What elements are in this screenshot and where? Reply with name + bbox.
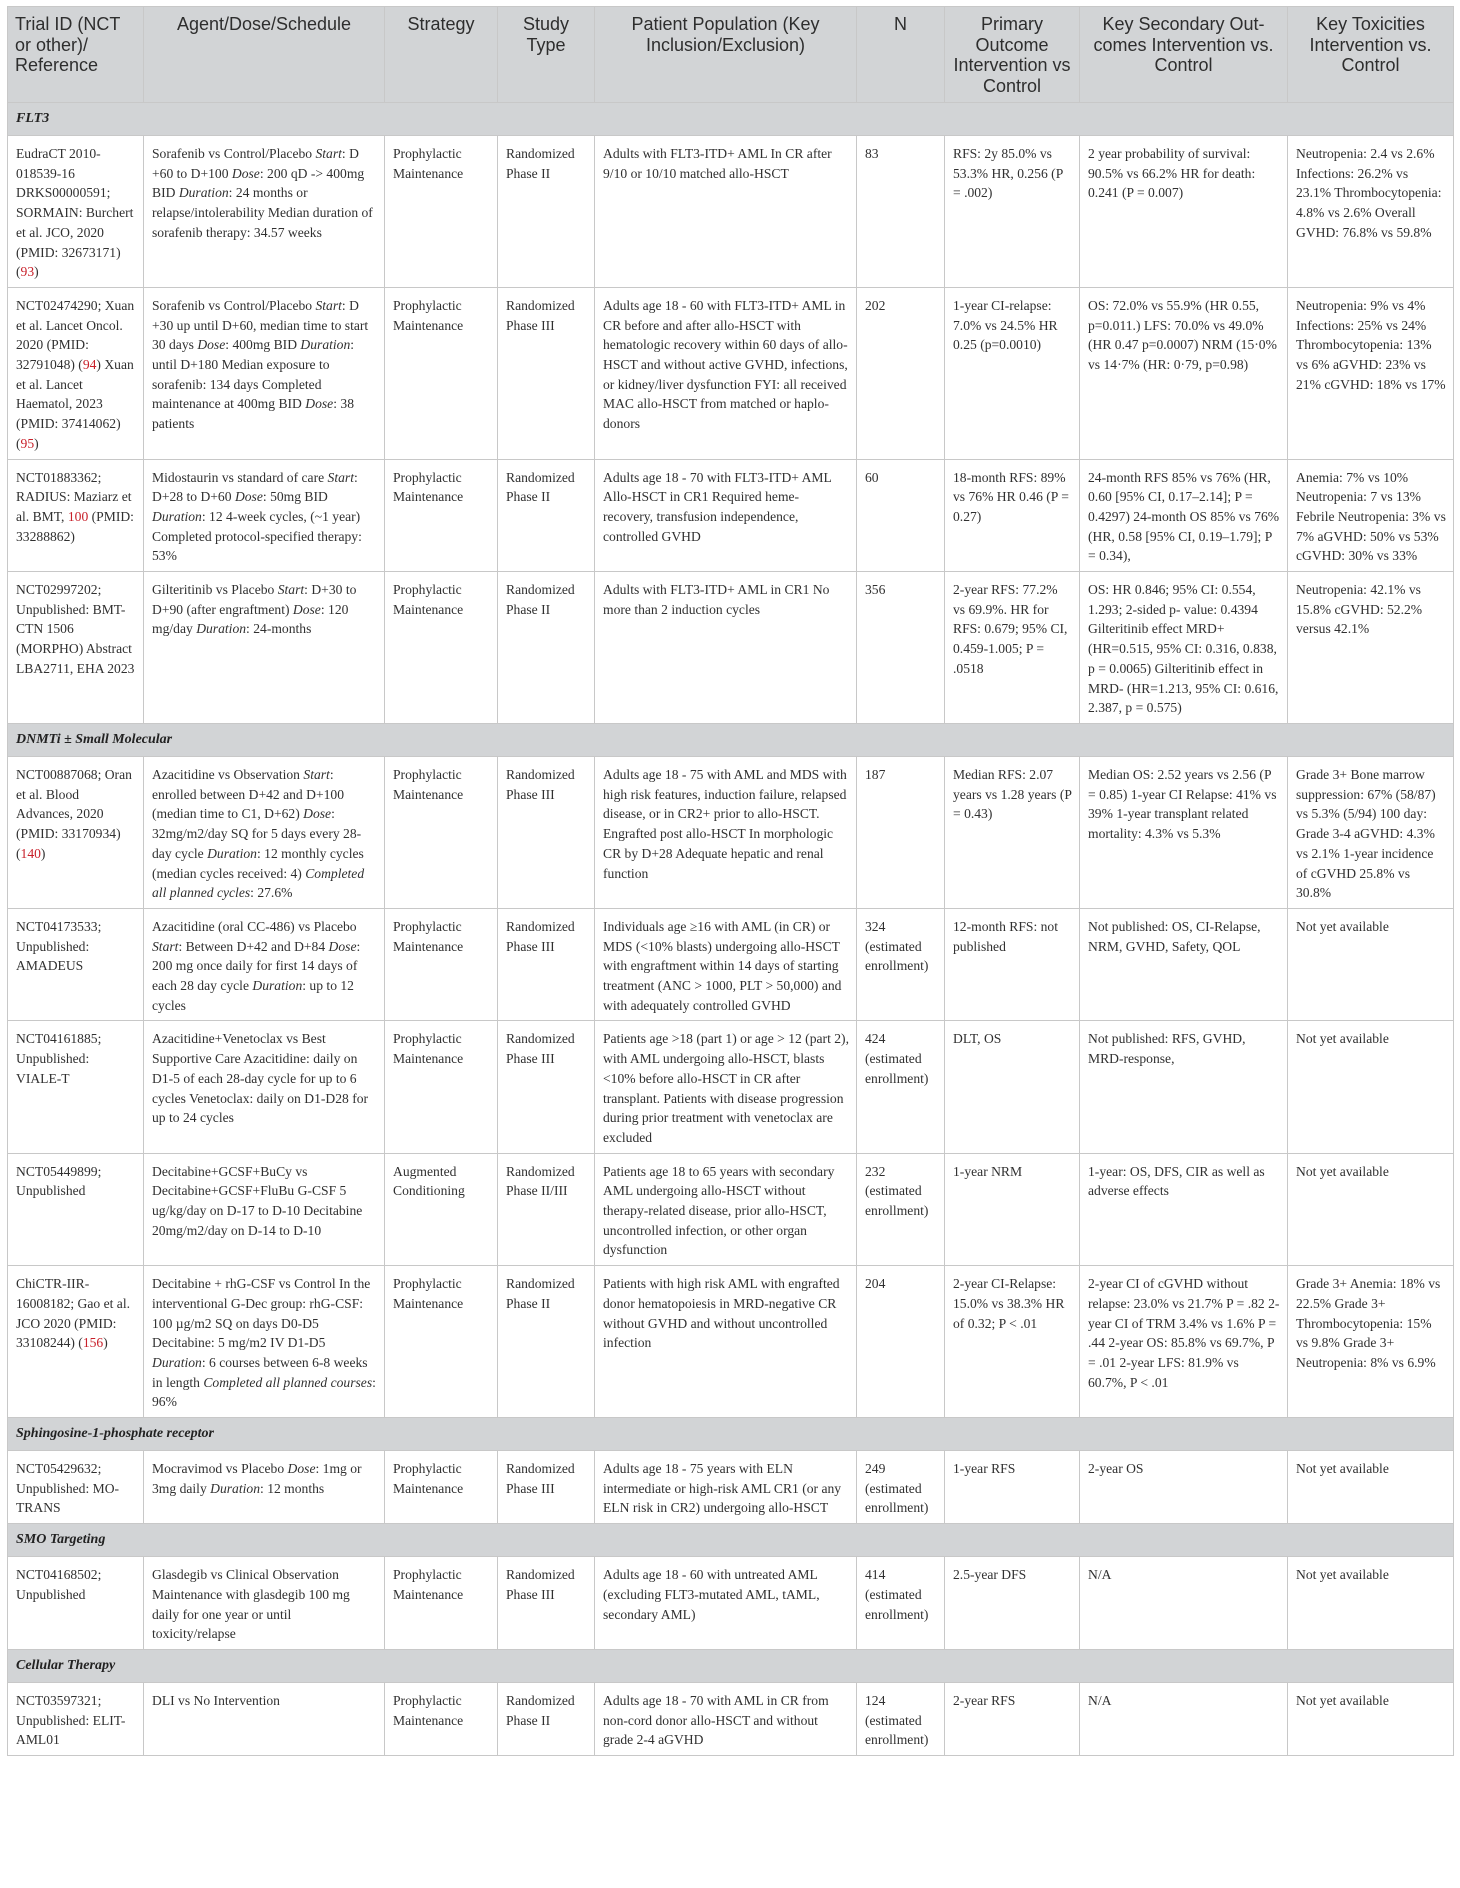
italic-label: Start bbox=[277, 582, 305, 598]
italic-label: Duration bbox=[178, 185, 229, 201]
n-cell: 204 bbox=[857, 1266, 945, 1418]
strategy-cell: Prophylactic Maintenance bbox=[385, 1021, 498, 1153]
secondary-outcomes-cell: 2-year OS bbox=[1080, 1451, 1288, 1524]
primary-outcome-cell: 2.5-year DFS bbox=[945, 1557, 1080, 1650]
header-trial-id: Trial ID (NCT or other)/ Reference bbox=[8, 7, 144, 103]
text-segment: : 200 mg once daily for first 14 days of each 28 day cycle bbox=[152, 938, 361, 994]
header-row bbox=[8, 7, 1454, 103]
italic-label: Duration bbox=[152, 508, 202, 524]
toxicities-cell: Not yet available bbox=[1288, 1021, 1454, 1153]
text-segment: : 12 monthly cycles (median cycles received: 4) bbox=[152, 845, 364, 881]
trial-id-cell bbox=[8, 136, 144, 288]
header-secondary-outcomes: Key Secondary Out- comes Intervention vs. Control bbox=[1080, 7, 1288, 103]
reference-link[interactable]: 95 bbox=[20, 435, 35, 451]
strategy-cell: Prophylactic Maintenance bbox=[385, 1451, 498, 1524]
text-segment: : 96% bbox=[152, 1374, 376, 1410]
secondary-outcomes-cell: Median OS: 2.52 years vs 2.56 (P = 0.85) 1-year CI Relapse: 41% vs 39% 1-year transplant related mortality: 4.3% vs 5.3% bbox=[1080, 756, 1288, 908]
italic-label: Dose bbox=[197, 337, 226, 353]
table-row bbox=[8, 572, 1454, 724]
strategy-cell: Prophylactic Maintenance bbox=[385, 136, 498, 288]
toxicities-cell: Neutropenia: 42.1% vs 15.8% cGVHD: 52.2% versus 42.1% bbox=[1288, 572, 1454, 724]
text-segment: NCT04161885; Unpublished: VIALE-T bbox=[16, 1031, 102, 1086]
strategy-cell: Prophylactic Maintenance bbox=[385, 1266, 498, 1418]
study-type-cell: Randomized Phase II bbox=[498, 1266, 595, 1418]
primary-outcome-cell: 2-year RFS: 77.2% vs 69.9%. HR for RFS: 0.679; 95% CI, 0.459-1.005; P = .0518 bbox=[945, 572, 1080, 724]
strategy-cell: Prophylactic Maintenance bbox=[385, 572, 498, 724]
category-label: FLT3 bbox=[8, 103, 1454, 136]
text-segment: Azacitidine (oral CC-486) vs Placebo bbox=[152, 918, 357, 934]
reference-link[interactable]: 93 bbox=[20, 264, 35, 280]
toxicities-cell: Grade 3+ Anemia: 18% vs 22.5% Grade 3+ Thrombocytopenia: 15% vs 9.8% Grade 3+ Neutropenia: 8% vs 6.9% bbox=[1288, 1266, 1454, 1418]
header-strategy: Strategy bbox=[385, 7, 498, 103]
study-type-cell: Randomized Phase II bbox=[498, 136, 595, 288]
italic-label: Dose bbox=[305, 396, 334, 412]
toxicities-cell: Not yet available bbox=[1288, 1153, 1454, 1266]
text-segment: NCT04173533; Unpublished: AMADEUS bbox=[16, 918, 102, 974]
text-segment: : 6 courses between 6-8 weeks in length bbox=[152, 1354, 368, 1390]
italic-label: Completed all planned cycles bbox=[152, 865, 365, 901]
italic-label: Dose bbox=[287, 1461, 316, 1477]
text-segment: : 50mg BID bbox=[262, 489, 328, 505]
text-segment: Gilteritinib vs Placebo bbox=[152, 582, 278, 598]
italic-label: Duration bbox=[196, 621, 247, 637]
text-segment: NCT00887068; Oran et al. Blood Advances, 2020 (PMID: 33170934) ( bbox=[16, 766, 132, 861]
text-segment: Glasdegib vs Clinical Observation Maintenance with glasdegib 100 mg daily for one year or until toxicity/relapse bbox=[152, 1567, 350, 1642]
secondary-outcomes-cell: N/A bbox=[1080, 1557, 1288, 1650]
n-cell: 124 (estimated enrollment) bbox=[857, 1683, 945, 1756]
text-segment: Decitabine + rhG-CSF vs Control In the interventional G-Dec group: rhG-CSF: 100 µg/m2 SQ on days D0-D5 Decitabine: 5 mg/m2 IV D1-D5 bbox=[152, 1276, 371, 1351]
toxicities-cell: Grade 3+ Bone marrow suppression: 67% (58/87) vs 5.3% (5/94) 100 day: Grade 3-4 aGVHD: 4.3% vs 2.1% 1-year incidence of cGVHD 25.8% vs 30.8% bbox=[1288, 756, 1454, 908]
category-label: Sphingosine-1-phosphate receptor bbox=[8, 1418, 1454, 1451]
agent-cell bbox=[144, 1557, 385, 1650]
header-primary-outcome: Primary Outcome Intervention vs Control bbox=[945, 7, 1080, 103]
strategy-cell: Prophylactic Maintenance bbox=[385, 287, 498, 459]
secondary-outcomes-cell: 2 year probability of survival: 90.5% vs 66.2% HR for death: 0.241 (P = 0.007) bbox=[1080, 136, 1288, 288]
table-body bbox=[8, 103, 1454, 1756]
table-row bbox=[8, 908, 1454, 1021]
n-cell: 187 bbox=[857, 756, 945, 908]
strategy-cell: Augmented Conditioning bbox=[385, 1153, 498, 1266]
text-segment: : 27.6% bbox=[250, 885, 293, 901]
header-population: Patient Population (Key Inclusion/Exclusion) bbox=[595, 7, 857, 103]
population-cell: Adults age 18 - 70 with FLT3-ITD+ AML Allo-HSCT in CR1 Required heme-recovery, transfusion independence, controlled GVHD bbox=[595, 459, 857, 572]
text-segment: : D +60 to D+100 bbox=[152, 146, 359, 181]
italic-label: Start bbox=[303, 766, 330, 782]
text-segment: : until D+180 Median exposure to sorafenib: 134 days Completed maintenance at 400mg BID bbox=[152, 337, 355, 412]
toxicities-cell: Not yet available bbox=[1288, 908, 1454, 1021]
strategy-cell: Prophylactic Maintenance bbox=[385, 1557, 498, 1650]
table-row bbox=[8, 1021, 1454, 1153]
text-segment: : D +30 up until D+60, median time to start 30 days bbox=[152, 297, 369, 353]
toxicities-cell: Not yet available bbox=[1288, 1683, 1454, 1756]
text-segment: EudraCT 2010-018539-16 DRKS00000591; SORMAIN: Burchert et al. JCO, 2020 (PMID: 32673171) ( bbox=[16, 146, 134, 280]
trial-id-cell bbox=[8, 1153, 144, 1266]
study-type-cell: Randomized Phase III bbox=[498, 1451, 595, 1524]
trial-id-cell bbox=[8, 572, 144, 724]
category-row bbox=[8, 1524, 1454, 1557]
reference-link[interactable]: 94 bbox=[82, 357, 97, 373]
text-segment: NCT02997202; Unpublished: BMT-CTN 1506 (MORPHO) Abstract LBA2711, EHA 2023 bbox=[16, 582, 135, 676]
reference-link[interactable]: 156 bbox=[82, 1335, 104, 1351]
table-row bbox=[8, 1266, 1454, 1418]
agent-cell bbox=[144, 908, 385, 1021]
header-n: N bbox=[857, 7, 945, 103]
n-cell: 60 bbox=[857, 459, 945, 572]
text-segment: Azacitidine+Venetoclax vs Best Supportive Care Azacitidine: daily on D1-5 of each 28-day cycle for up to 6 cycles Venetoclax: daily on D1-D28 for up to 24 cycles bbox=[152, 1031, 369, 1126]
agent-cell bbox=[144, 1683, 385, 1756]
text-segment: NCT04168502; Unpublished bbox=[16, 1567, 102, 1602]
text-segment: ) bbox=[34, 435, 39, 451]
primary-outcome-cell: DLT, OS bbox=[945, 1021, 1080, 1153]
study-type-cell: Randomized Phase III bbox=[498, 1557, 595, 1650]
text-segment: ) Xuan et al. Lancet Haematol, 2023 (PMID: 37414062) ( bbox=[16, 357, 134, 451]
italic-label: Start bbox=[315, 297, 342, 313]
table-row bbox=[8, 1451, 1454, 1524]
strategy-cell: Prophylactic Maintenance bbox=[385, 1683, 498, 1756]
trial-id-cell bbox=[8, 1021, 144, 1153]
population-cell: Adults with FLT3-ITD+ AML in CR1 No more than 2 induction cycles bbox=[595, 572, 857, 724]
n-cell: 232 (estimated enrollment) bbox=[857, 1153, 945, 1266]
text-segment: : D+28 to D+60 bbox=[152, 469, 358, 505]
text-segment: Midostaurin vs standard of care bbox=[152, 469, 328, 485]
text-segment: : D+30 to D+90 (after engraftment) bbox=[152, 582, 357, 617]
table-row bbox=[8, 287, 1454, 459]
text-segment: DLI vs No Intervention bbox=[152, 1693, 280, 1708]
text-segment: Decitabine+GCSF+BuCy vs Decitabine+GCSF+FluBu G-CSF 5 ug/kg/day on D-17 to D-10 Decitabine 20mg/m2/day on D-14 to D-10 bbox=[152, 1163, 363, 1238]
text-segment: : 24-months bbox=[246, 621, 312, 637]
agent-cell bbox=[144, 287, 385, 459]
text-segment: : 400mg BID bbox=[225, 337, 301, 353]
study-type-cell: Randomized Phase III bbox=[498, 756, 595, 908]
italic-label: Dose bbox=[292, 601, 321, 617]
category-label: SMO Targeting bbox=[8, 1524, 1454, 1557]
trial-id-cell bbox=[8, 459, 144, 572]
agent-cell bbox=[144, 756, 385, 908]
text-segment: ChiCTR-IIR-16008182; Gao et al. JCO 2020 (PMID: 33108244) ( bbox=[16, 1276, 131, 1351]
text-segment: : 24 months or relapse/intolerability Median duration of sorafenib therapy: 34.57 weeks bbox=[152, 185, 373, 240]
table-row bbox=[8, 1683, 1454, 1756]
primary-outcome-cell: 18-month RFS: 89% vs 76% HR 0.46 (P = 0.27) bbox=[945, 459, 1080, 572]
toxicities-cell: Not yet available bbox=[1288, 1451, 1454, 1524]
text-segment: : 1mg or 3mg daily bbox=[152, 1461, 362, 1496]
text-segment: NCT05429632; Unpublished: MO-TRANS bbox=[16, 1461, 120, 1516]
trial-id-cell bbox=[8, 1557, 144, 1650]
study-type-cell: Randomized Phase II bbox=[498, 459, 595, 572]
agent-cell bbox=[144, 1153, 385, 1266]
study-type-cell: Randomized Phase III bbox=[498, 908, 595, 1021]
italic-label: Dose bbox=[234, 489, 263, 505]
population-cell: Patients age >18 (part 1) or age > 12 (part 2), with AML undergoing allo-HSCT, blasts <10% before allo-HSCT in CR after transplant. Patients with disease progression during prior treatment with venetoclax are excluded bbox=[595, 1021, 857, 1153]
text-segment: : 12 4-week cycles, (~1 year) Completed protocol-specified therapy: 53% bbox=[152, 508, 362, 564]
text-segment: : 12 months bbox=[260, 1480, 325, 1496]
population-cell: Individuals age ≥16 with AML (in CR) or MDS (<10% blasts) undergoing allo-HSCT with engraftment within 14 days of starting treatment (ANC > 1000, PLT > 50,000) and with adequately controlled GVHD bbox=[595, 908, 857, 1021]
primary-outcome-cell: 1-year RFS bbox=[945, 1451, 1080, 1524]
primary-outcome-cell: 2-year RFS bbox=[945, 1683, 1080, 1756]
trial-id-cell bbox=[8, 1266, 144, 1418]
secondary-outcomes-cell: 1-year: OS, DFS, CIR as well as adverse effects bbox=[1080, 1153, 1288, 1266]
category-label: Cellular Therapy bbox=[8, 1650, 1454, 1683]
text-segment: ) bbox=[103, 1335, 108, 1351]
study-type-cell: Randomized Phase II bbox=[498, 1683, 595, 1756]
population-cell: Adults age 18 - 75 with AML and MDS with high risk features, induction failure, relapsed disease, or in CR2+ prior to allo-HSCT. Engrafted post allo-HSCT In morphologic CR by D+28 Adequate hepatic and renal function bbox=[595, 756, 857, 908]
italic-label: Dose bbox=[231, 165, 260, 181]
secondary-outcomes-cell: OS: HR 0.846; 95% CI: 0.554, 1.293; 2-sided p- value: 0.4394 Gilteritinib effect MRD+ (HR=0.515, 95% CI: 0.316, 0.838, p = 0.0065) Gilteritinib effect in MRD- (HR=1.213, 95% CI: 0.616, 2.387, p = 0.575) bbox=[1080, 572, 1288, 724]
text-segment: : 32mg/m2/day SQ for 5 days every 28-day cycle bbox=[152, 806, 362, 861]
table-row bbox=[8, 136, 1454, 288]
population-cell: Adults age 18 - 70 with AML in CR from non-cord donor allo-HSCT and without grade 2-4 aGVHD bbox=[595, 1683, 857, 1756]
population-cell: Patients with high risk AML with engrafted donor hematopoiesis in MRD-negative CR without GVHD and without uncontrolled infection bbox=[595, 1266, 857, 1418]
n-cell: 324 (estimated enrollment) bbox=[857, 908, 945, 1021]
n-cell: 249 (estimated enrollment) bbox=[857, 1451, 945, 1524]
strategy-cell: Prophylactic Maintenance bbox=[385, 756, 498, 908]
n-cell: 424 (estimated enrollment) bbox=[857, 1021, 945, 1153]
italic-label: Start bbox=[315, 146, 342, 161]
agent-cell bbox=[144, 459, 385, 572]
population-cell: Patients age 18 to 65 years with secondary AML undergoing allo-HSCT without therapy-related disease, prior allo-HSCT, uncontrolled infection, or other organ dysfunction bbox=[595, 1153, 857, 1266]
trial-id-cell bbox=[8, 908, 144, 1021]
text-segment: : 200 qD -> 400mg BID bbox=[152, 165, 365, 201]
table-row bbox=[8, 1557, 1454, 1650]
n-cell: 414 (estimated enrollment) bbox=[857, 1557, 945, 1650]
trial-id-cell bbox=[8, 1451, 144, 1524]
table-row bbox=[8, 459, 1454, 572]
text-segment: : Between D+42 and D+84 bbox=[178, 938, 329, 954]
primary-outcome-cell: 2-year CI-Relapse: 15.0% vs 38.3% HR of 0.32; P < .01 bbox=[945, 1266, 1080, 1418]
agent-cell bbox=[144, 136, 385, 288]
n-cell: 83 bbox=[857, 136, 945, 288]
text-segment: Mocravimod vs Placebo bbox=[152, 1461, 288, 1477]
italic-label: Dose bbox=[328, 938, 357, 954]
secondary-outcomes-cell: N/A bbox=[1080, 1683, 1288, 1756]
reference-link[interactable]: 140 bbox=[20, 845, 41, 861]
italic-label: Duration bbox=[207, 845, 257, 861]
italic-label: Start bbox=[152, 938, 179, 954]
trials-table bbox=[7, 6, 1454, 1756]
italic-label: Duration bbox=[152, 1354, 202, 1370]
n-cell: 356 bbox=[857, 572, 945, 724]
study-type-cell: Randomized Phase II bbox=[498, 572, 595, 724]
population-cell: Adults with FLT3-ITD+ AML In CR after 9/10 or 10/10 matched allo-HSCT bbox=[595, 136, 857, 288]
toxicities-cell: Neutropenia: 2.4 vs 2.6% Infections: 26.2% vs 23.1% Thrombocytopenia: 4.8% vs 2.6% Overall GVHD: 76.8% vs 59.8% bbox=[1288, 136, 1454, 288]
agent-cell bbox=[144, 1266, 385, 1418]
trial-id-cell bbox=[8, 756, 144, 908]
text-segment: : 38 patients bbox=[152, 396, 354, 432]
text-segment: NCT03597321; Unpublished: ELIT-AML01 bbox=[16, 1693, 126, 1748]
header-agent: Agent/Dose/Schedule bbox=[144, 7, 385, 103]
secondary-outcomes-cell: 24-month RFS 85% vs 76% (HR, 0.60 [95% CI, 0.17–2.14]; P = 0.4297) 24-month OS 85% vs 76% (HR, 0.58 [95% CI, 0.19–1.79]; P = 0.34), bbox=[1080, 459, 1288, 572]
population-cell: Adults age 18 - 75 years with ELN intermediate or high-risk AML CR1 (or any ELN risk in CR2) undergoing allo-HSCT bbox=[595, 1451, 857, 1524]
secondary-outcomes-cell: 2-year CI of cGVHD without relapse: 23.0% vs 21.7% P = .82 2-year CI of TRM 3.4% vs 1.6% P = .44 2-year OS: 85.8% vs 69.7%, P = .01 2-year LFS: 81.9% vs 60.7%, P < .01 bbox=[1080, 1266, 1288, 1418]
category-row bbox=[8, 723, 1454, 756]
text-segment: ) bbox=[34, 264, 39, 280]
italic-label: Duration bbox=[210, 1480, 261, 1496]
text-segment: NCT01883362; RADIUS: Maziarz et al. BMT, bbox=[16, 469, 132, 524]
category-row bbox=[8, 1650, 1454, 1683]
italic-label: Duration bbox=[300, 337, 351, 353]
text-segment: Azacitidine vs Observation bbox=[152, 766, 304, 782]
secondary-outcomes-cell: Not published: OS, CI-Relapse, NRM, GVHD, Safety, QOL bbox=[1080, 908, 1288, 1021]
primary-outcome-cell: Median RFS: 2.07 years vs 1.28 years (P = 0.43) bbox=[945, 756, 1080, 908]
category-label: DNMTi ± Small Molecular bbox=[8, 723, 1454, 756]
text-segment: : up to 12 cycles bbox=[152, 978, 354, 1013]
text-segment: Sorafenib vs Control/Placebo bbox=[152, 146, 316, 161]
italic-label: Duration bbox=[252, 978, 303, 994]
text-segment: : 120 mg/day bbox=[152, 601, 349, 637]
text-segment: (PMID: 33288862) bbox=[16, 508, 134, 544]
population-cell: Adults age 18 - 60 with FLT3-ITD+ AML in CR before and after allo-HSCT with hematologic recovery within 60 days of allo-HSCT and without active GVHD, infections, or kidney/liver dysfunction FYI: all received MAC allo-HSCT from matched or haplo-donors bbox=[595, 287, 857, 459]
study-type-cell: Randomized Phase III bbox=[498, 287, 595, 459]
study-type-cell: Randomized Phase II/III bbox=[498, 1153, 595, 1266]
category-row bbox=[8, 103, 1454, 136]
primary-outcome-cell: 1-year CI-relapse: 7.0% vs 24.5% HR 0.25 (p=0.0010) bbox=[945, 287, 1080, 459]
toxicities-cell: Not yet available bbox=[1288, 1557, 1454, 1650]
table-row bbox=[8, 1153, 1454, 1266]
italic-label: Start bbox=[327, 469, 354, 485]
italic-label: Completed all planned courses bbox=[203, 1374, 373, 1390]
n-cell: 202 bbox=[857, 287, 945, 459]
header-toxicities: Key Toxicities Intervention vs. Control bbox=[1288, 7, 1454, 103]
primary-outcome-cell: RFS: 2y 85.0% vs 53.3% HR, 0.256 (P = .002) bbox=[945, 136, 1080, 288]
secondary-outcomes-cell: OS: 72.0% vs 55.9% (HR 0.55, p=0.011.) LFS: 70.0% vs 49.0% (HR 0.47 p=0.0007) NRM (15·0% vs 14·7% (HR: 0·79, p=0.98) bbox=[1080, 287, 1288, 459]
population-cell: Adults age 18 - 60 with untreated AML (excluding FLT3-mutated AML, tAML, secondary AML) bbox=[595, 1557, 857, 1650]
study-type-cell: Randomized Phase III bbox=[498, 1021, 595, 1153]
agent-cell bbox=[144, 1451, 385, 1524]
agent-cell bbox=[144, 1021, 385, 1153]
strategy-cell: Prophylactic Maintenance bbox=[385, 908, 498, 1021]
header-study-type: Study Type bbox=[498, 7, 595, 103]
table-row bbox=[8, 756, 1454, 908]
category-row bbox=[8, 1418, 1454, 1451]
toxicities-cell: Anemia: 7% vs 10% Neutropenia: 7 vs 13% Febrile Neutropenia: 3% vs 7% aGVHD: 50% vs 53% cGVHD: 30% vs 33% bbox=[1288, 459, 1454, 572]
reference-link[interactable]: 100 bbox=[67, 508, 89, 524]
text-segment: NCT02474290; Xuan et al. Lancet Oncol. 2020 (PMID: 32791048) ( bbox=[16, 297, 135, 373]
text-segment: NCT05449899; Unpublished bbox=[16, 1163, 102, 1199]
secondary-outcomes-cell: Not published: RFS, GVHD, MRD-response, bbox=[1080, 1021, 1288, 1153]
toxicities-cell: Neutropenia: 9% vs 4% Infections: 25% vs 24% Thrombocytopenia: 13% vs 6% aGVHD: 23% vs 21% cGVHD: 18% vs 17% bbox=[1288, 287, 1454, 459]
primary-outcome-cell: 1-year NRM bbox=[945, 1153, 1080, 1266]
agent-cell bbox=[144, 572, 385, 724]
text-segment: ) bbox=[40, 845, 46, 861]
text-segment: : enrolled between D+42 and D+100 (median time to C1, D+62) bbox=[152, 766, 344, 822]
trial-id-cell bbox=[8, 287, 144, 459]
trial-id-cell bbox=[8, 1683, 144, 1756]
text-segment: Sorafenib vs Control/Placebo bbox=[152, 297, 316, 313]
italic-label: Dose bbox=[303, 806, 332, 822]
strategy-cell: Prophylactic Maintenance bbox=[385, 459, 498, 572]
primary-outcome-cell: 12-month RFS: not published bbox=[945, 908, 1080, 1021]
